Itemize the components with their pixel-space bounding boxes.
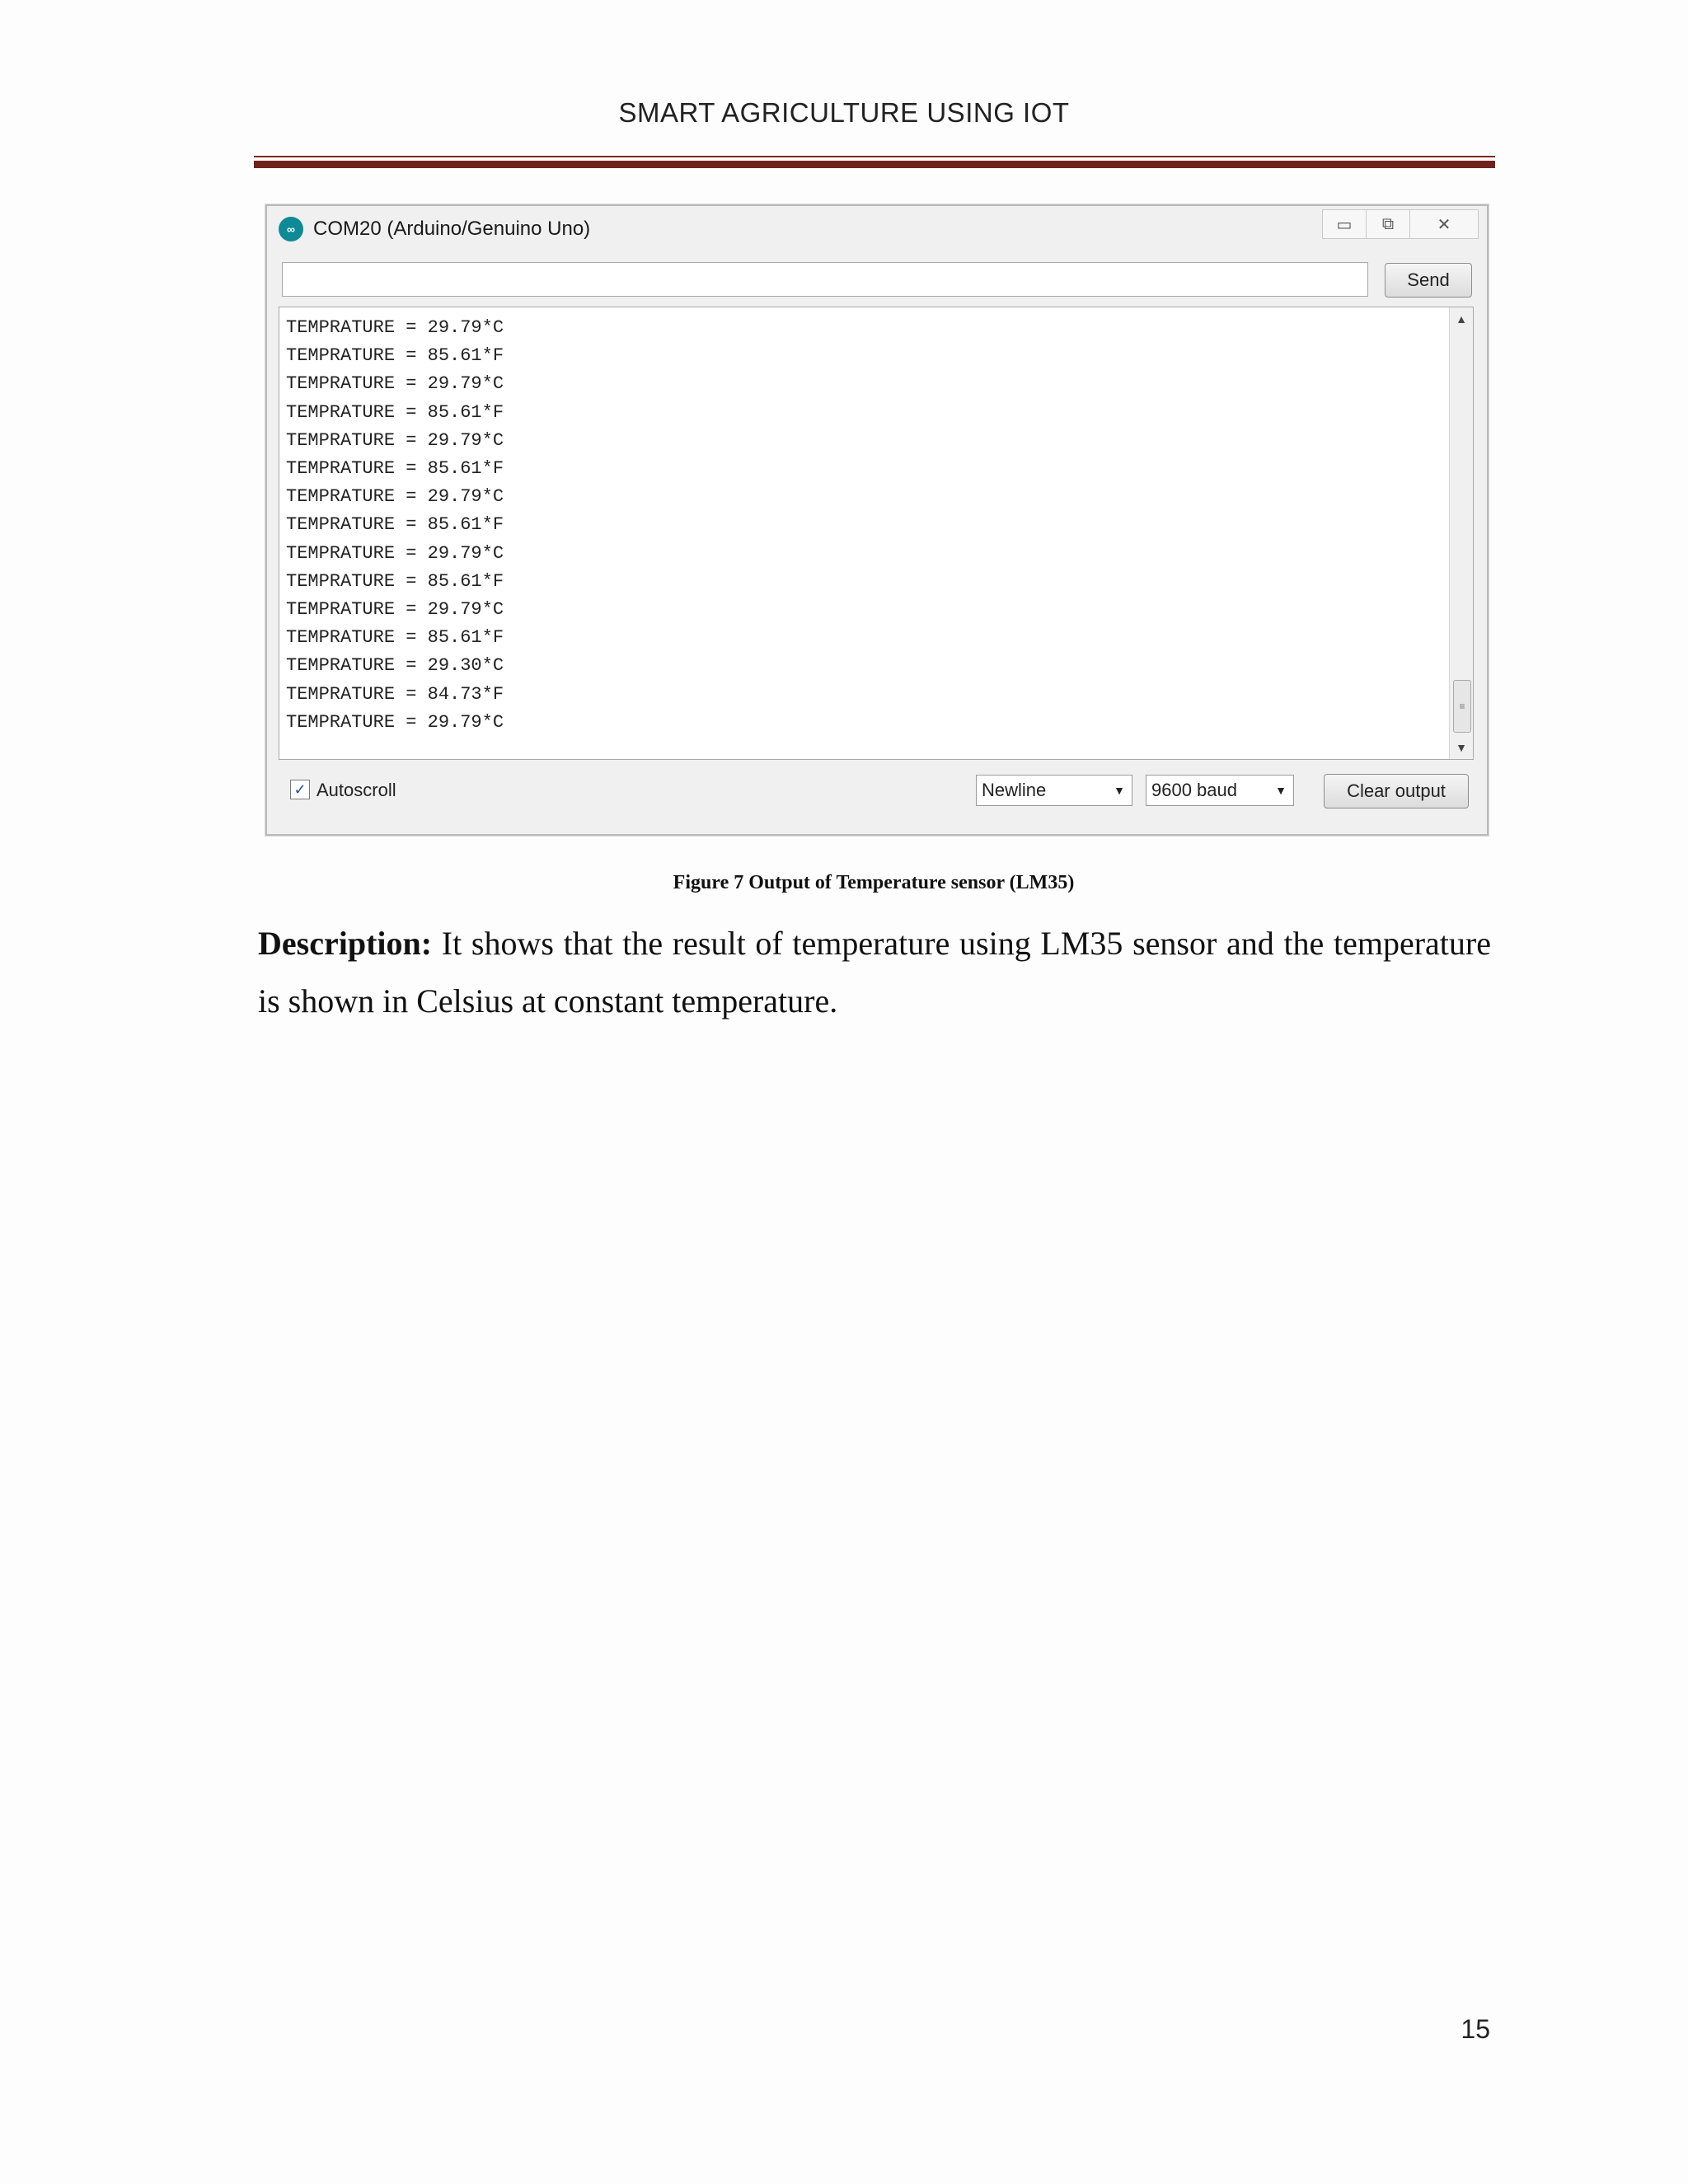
description-text: It shows that the result of temperature using LM35 sensor and the temperature is shown in Celsius at constant temperature. <box>258 925 1491 1019</box>
header-rule-thick <box>254 161 1495 168</box>
header-rule-thin <box>254 156 1495 157</box>
output-lines <box>286 314 504 737</box>
window-controls <box>1323 209 1479 239</box>
output-line: TEMPRATURE = 29.79*C <box>286 599 504 621</box>
output-line: TEMPRATURE = 85.61*F <box>286 345 504 367</box>
close-button[interactable]: ✕ <box>1409 209 1479 239</box>
chevron-down-icon: ▼ <box>1275 784 1287 797</box>
serial-monitor-window <box>265 204 1489 836</box>
checkmark-icon: ✓ <box>293 780 307 798</box>
arduino-icon: ∞ <box>279 217 303 241</box>
output-line: TEMPRATURE = 29.79*C <box>286 429 504 451</box>
maximize-button[interactable]: ⧉ <box>1366 209 1410 239</box>
output-line: TEMPRATURE = 85.61*F <box>286 514 504 536</box>
serial-output[interactable] <box>279 307 1474 760</box>
output-line: TEMPRATURE = 84.73*F <box>286 683 504 705</box>
chevron-down-icon: ▼ <box>1114 784 1125 797</box>
send-row <box>279 257 1475 303</box>
output-line: TEMPRATURE = 29.79*C <box>286 373 504 395</box>
window-title: COM20 (Arduino/Genuino Uno) <box>313 218 591 240</box>
output-line: TEMPRATURE = 29.79*C <box>286 711 504 733</box>
window-titlebar <box>267 206 1487 254</box>
page-number: 15 <box>1461 2014 1490 2044</box>
baud-rate-value: 9600 baud <box>1151 780 1237 800</box>
output-line: TEMPRATURE = 29.79*C <box>286 317 504 338</box>
line-ending-value: Newline <box>982 780 1047 800</box>
bottom-bar <box>279 766 1475 816</box>
scroll-thumb[interactable]: ≡ <box>1453 680 1471 733</box>
send-button[interactable]: Send <box>1385 263 1472 298</box>
output-line: TEMPRATURE = 85.61*F <box>286 401 504 423</box>
clear-output-button[interactable]: Clear output <box>1324 774 1469 808</box>
output-line: TEMPRATURE = 85.61*F <box>286 570 504 592</box>
minimize-button[interactable]: ▭ <box>1322 209 1367 239</box>
output-line: TEMPRATURE = 85.61*F <box>286 627 504 649</box>
autoscroll-checkbox[interactable] <box>290 780 310 799</box>
output-line: TEMPRATURE = 85.61*F <box>286 458 504 480</box>
line-ending-select[interactable] <box>976 775 1132 806</box>
send-input[interactable] <box>282 262 1368 297</box>
page-header-title: SMART AGRICULTURE USING IOT <box>618 97 1070 128</box>
vertical-scrollbar[interactable] <box>1449 307 1473 759</box>
figure-caption: Figure 7 Output of Temperature sensor (LM35) <box>673 872 1075 893</box>
scroll-down-arrow-icon[interactable]: ▼ <box>1456 741 1467 754</box>
autoscroll-label: Autoscroll <box>316 780 396 800</box>
output-line: TEMPRATURE = 29.30*C <box>286 655 504 677</box>
description-paragraph <box>258 915 1491 1030</box>
output-line: TEMPRATURE = 29.79*C <box>286 542 504 564</box>
baud-rate-select[interactable] <box>1146 775 1294 806</box>
scroll-up-arrow-icon[interactable]: ▲ <box>1456 312 1467 326</box>
output-line: TEMPRATURE = 29.79*C <box>286 486 504 508</box>
description-label: Description: <box>258 925 433 962</box>
